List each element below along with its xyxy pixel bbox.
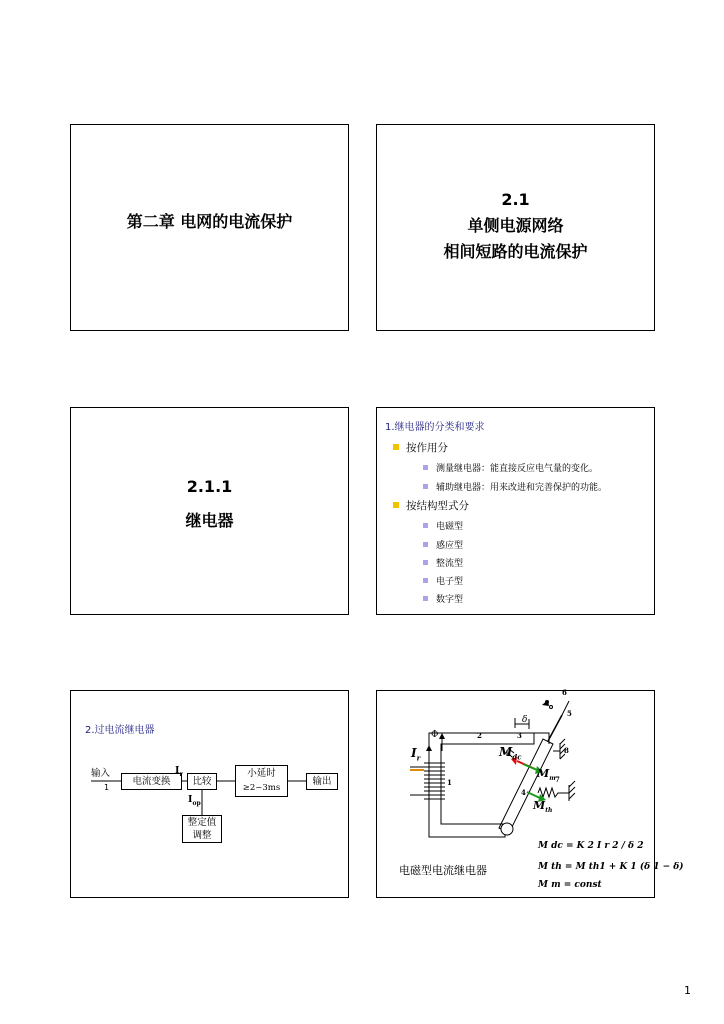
section-title (377, 187, 654, 265)
ir-label: $I_r$ (175, 765, 183, 778)
bullet-square-icon (423, 484, 428, 489)
contact (550, 706, 553, 709)
mdc-label: $M_{dc}$ (499, 745, 522, 762)
iop-label: $I_{op}$ (188, 794, 201, 807)
slide-overcurrent-relay (70, 690, 349, 898)
bullet-square-icon (423, 542, 428, 547)
list-item: 电子型 (423, 574, 463, 587)
bullet-square-icon (423, 578, 428, 583)
list-item: 整流型 (423, 556, 463, 569)
output-box: 输出 (306, 773, 338, 790)
bullet-square-icon (393, 444, 399, 450)
slide-heading: 1.继电器的分类和要求 (385, 422, 485, 433)
formula-text: M th = M th1 + K 1 (δ 1 − δ) (538, 862, 684, 872)
delta-label: δ (522, 715, 528, 725)
bullet-square-icon (423, 465, 428, 470)
compare-box: 比较 (187, 773, 217, 790)
slide-relay-classification (376, 407, 655, 615)
input-label: 输入 (91, 768, 111, 779)
phi-label: Φ (431, 730, 439, 740)
list-item: 按作用分 (393, 440, 448, 455)
label-7: 7 (555, 775, 560, 784)
label-4: 4 (521, 788, 526, 797)
coil (410, 763, 445, 799)
relay-caption: 电磁型电流继电器 (399, 864, 487, 877)
bullet-square-icon (423, 596, 428, 601)
formula-mth (538, 862, 684, 872)
subsection-name: 继电器 (185, 511, 234, 530)
slide-subsection-title (70, 407, 349, 615)
current-transform-box: 电流变换 (121, 773, 182, 790)
bullet-square-icon (423, 523, 428, 528)
label-2: 2 (477, 731, 482, 740)
bullet-square-icon (393, 502, 399, 508)
slide-electromagnetic-relay (376, 688, 684, 898)
input-sub-label: 1 (104, 783, 110, 792)
formula-text: M dc = K 2 I r 2 / δ 2 (538, 841, 644, 851)
mm-label: $M_m$ (537, 767, 556, 783)
chapter-title: 第二章 电网的电流保护 (126, 212, 293, 231)
formula-text: M m = const (538, 880, 602, 890)
list-item: 数字型 (423, 592, 463, 605)
section-line-3: 相间短路的电流保护 (443, 242, 588, 261)
section-number: 2.1 (501, 190, 530, 209)
section-line-2: 单侧电源网络 (467, 216, 564, 235)
spring (538, 788, 569, 797)
label-6: 6 (562, 688, 567, 697)
ir-label: $I_r$ (411, 746, 421, 763)
list-item: 测量继电器：能直接反应电气量的变化。 (423, 461, 598, 474)
list-item: 电磁型 (423, 519, 463, 532)
page-number: 1 (684, 984, 691, 997)
subsection-title (71, 474, 348, 534)
label-8: 8 (564, 746, 569, 755)
bullet-square-icon (423, 560, 428, 565)
label-5: 5 (567, 709, 572, 718)
pivot (501, 823, 513, 835)
list-item: 按结构型式分 (393, 498, 469, 513)
list-item: 感应型 (423, 538, 463, 551)
mth-label: $M_{th}$ (533, 799, 553, 815)
subsection-number: 2.1.1 (186, 477, 233, 496)
slide-heading: 2.过电流继电器 (85, 725, 155, 736)
setting-adjust-box: 整定值 调整 (182, 815, 222, 843)
label-3: 3 (517, 731, 522, 740)
label-1: 1 (447, 778, 452, 787)
short-delay-box: 小延时 ≥2~3ms (235, 765, 288, 797)
slide-chapter-title (70, 124, 349, 331)
formula-mdc (538, 841, 643, 851)
formula-mm (538, 880, 602, 890)
slide-section-title (376, 124, 655, 331)
list-item: 辅助继电器：用来改进和完善保护的功能。 (423, 480, 607, 493)
block-diagram-lines (71, 691, 350, 899)
